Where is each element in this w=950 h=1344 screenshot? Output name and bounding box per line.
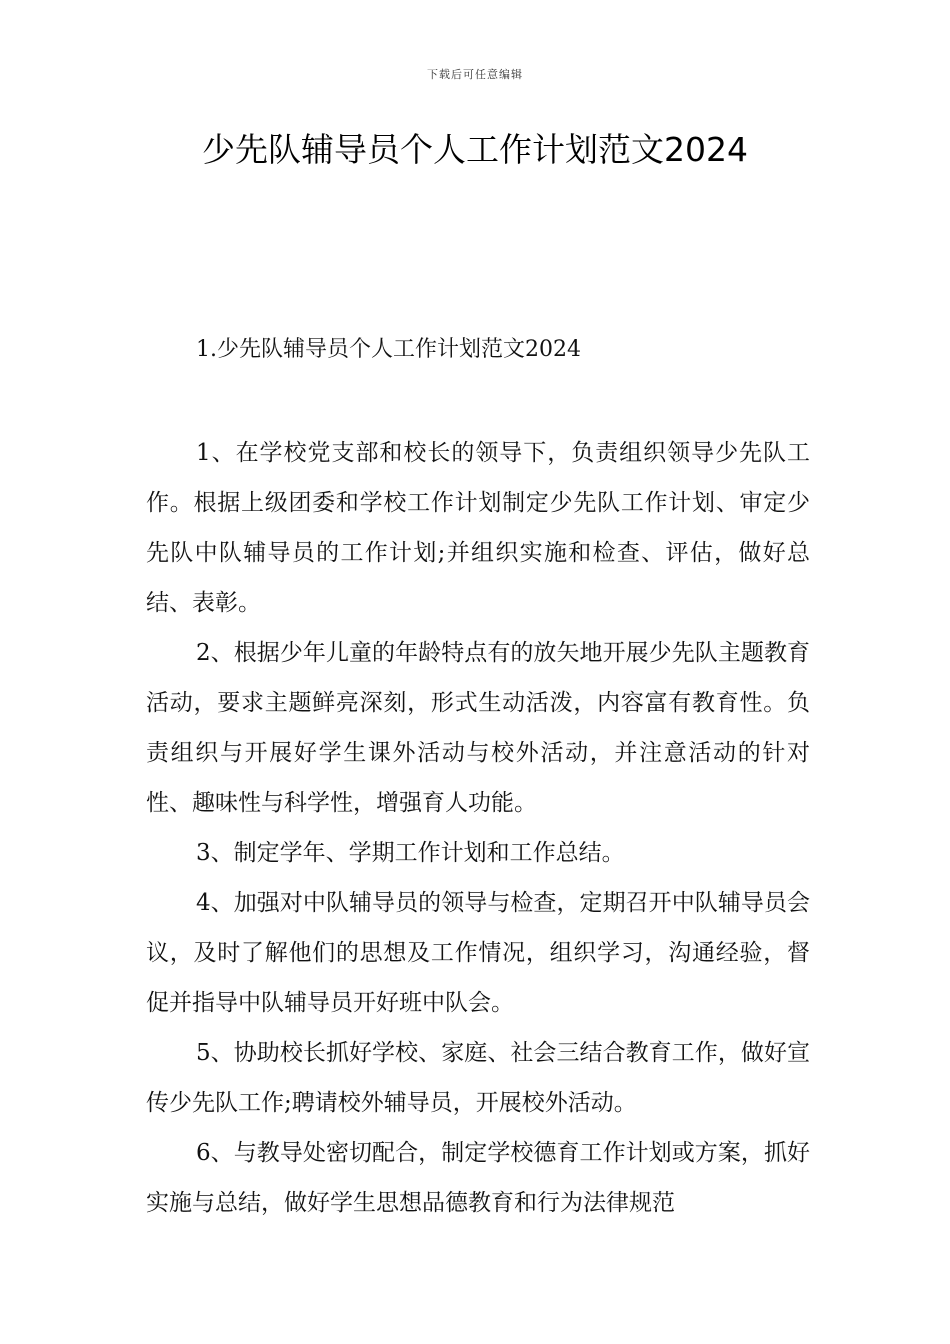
paragraph-4: 4、加强对中队辅导员的领导与检查，定期召开中队辅导员会议，及时了解他们的思想及工作情况，组织学习，沟通经验，督促并指导中队辅导员开好班中队会。 xyxy=(146,890,810,1016)
header-note: 下载后可任意编辑 xyxy=(427,68,523,81)
paragraph-1: 1、在学校党支部和校长的领导下，负责组织领导少先队工作。根据上级团委和学校工作计划制定少先队工作计划、审定少先队中队辅导员的工作计划;并组织实施和检查、评估，做好总结、表彰。 xyxy=(146,440,810,616)
paragraph-6: 6、与教导处密切配合，制定学校德育工作计划或方案，抓好实施与总结，做好学生思想品德教育和行为法律规范 xyxy=(146,1140,810,1216)
paragraph-3: 3、制定学年、学期工作计划和工作总结。 xyxy=(196,840,625,866)
paragraph-5: 5、协助校长抓好学校、家庭、社会三结合教育工作，做好宣传少先队工作;聘请校外辅导员，开展校外活动。 xyxy=(146,1040,810,1116)
section-heading: 1.少先队辅导员个人工作计划范文2024 xyxy=(196,337,581,362)
document-title: 少先队辅导员个人工作计划范文2024 xyxy=(202,130,748,169)
document-body xyxy=(146,428,810,1228)
paragraph-2: 2、根据少年儿童的年龄特点有的放矢地开展少先队主题教育活动，要求主题鲜亮深刻，形式生动活泼，内容富有教育性。负责组织与开展好学生课外活动与校外活动，并注意活动的针对性、趣味性与科学性，增强育人功能。 xyxy=(146,640,810,816)
